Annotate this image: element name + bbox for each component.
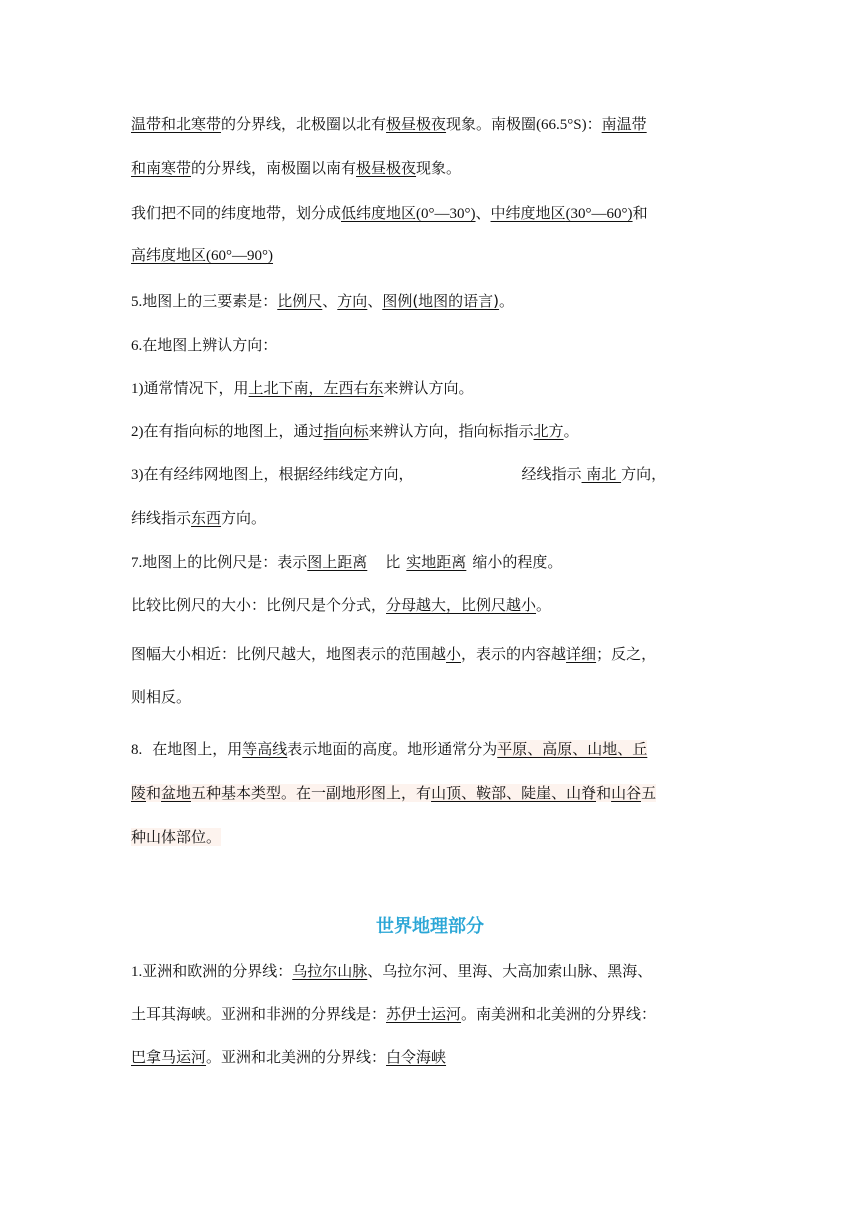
underlined-term: 图上距离 — [307, 553, 368, 571]
text: 五种基本类型。在一副地形图上，有 — [191, 784, 432, 802]
underlined-term: 和南寒带 — [131, 159, 192, 177]
text-line — [131, 594, 741, 616]
text-line — [131, 420, 741, 443]
text-line — [131, 960, 741, 983]
text: 图幅大小相近：比例尺越大，地图表示的范围越 — [131, 645, 447, 663]
section-title: 世界地理部分 — [376, 916, 484, 937]
text: 比较比例尺的大小：比例尺是个分式， — [131, 596, 387, 614]
underlined-term: 温带和北寒带 — [131, 115, 222, 133]
text-line — [131, 202, 741, 225]
underlined-term: 方向 — [337, 292, 368, 310]
text-line — [131, 1046, 741, 1068]
text: (66.5°S)： — [536, 117, 602, 133]
underlined-term: 高纬度地区 — [131, 246, 207, 264]
underlined-term: 小 — [446, 645, 462, 663]
text: 在有经纬网地图上，根据经纬线定方向， — [143, 465, 414, 483]
text: 。亚洲和北美洲的分界线： — [206, 1048, 387, 1066]
underlined-term: 巴拿马运河 — [131, 1048, 207, 1066]
text: 、乌拉尔河、里海、大高加索山脉、黑海、 — [367, 962, 653, 980]
underlined-term: 盆地 — [161, 784, 192, 802]
text-line — [131, 686, 741, 708]
text: 的分界线，南极圈以南有 — [191, 159, 357, 177]
underlined-term: 白令海峡 — [386, 1048, 447, 1066]
item-number: 6. — [131, 338, 143, 354]
text: 亚洲和欧洲的分界线： — [142, 962, 293, 980]
text: 、 — [475, 204, 491, 222]
text-line — [131, 643, 741, 665]
text-line — [131, 507, 741, 529]
underlined-term: 指向标 — [323, 422, 369, 440]
text: 表示地面的高度。地形通常分为 — [287, 740, 498, 758]
underlined-term: 上北下南，左西右东 — [248, 379, 384, 397]
underlined-term: 中纬度地区 — [490, 204, 566, 222]
underlined-term: 详细 — [566, 645, 597, 663]
underlined-term: 图例(地图的语言) — [382, 292, 500, 310]
text: 在地图上，用 — [152, 740, 243, 758]
text-line — [131, 551, 741, 574]
text: 现象。 — [416, 159, 462, 177]
text: 、 — [367, 292, 383, 310]
text-line — [131, 463, 741, 486]
underlined-term: 极昼极夜 — [356, 159, 417, 177]
item-number: 1) — [131, 381, 144, 397]
text-line — [131, 244, 741, 267]
underlined-term: 南北 — [581, 465, 622, 483]
underlined-term: 分母越大，比例尺越小 — [386, 596, 537, 614]
text-line — [131, 738, 741, 761]
text-line — [131, 334, 741, 357]
text: 。南美洲和北美洲的分界线： — [461, 1005, 657, 1023]
underlined-term: 极昼极夜 — [386, 115, 447, 133]
text-line — [131, 113, 741, 136]
item-number: 2) — [131, 424, 144, 440]
text: 则相反。 — [131, 688, 192, 706]
text: 比 — [385, 553, 401, 571]
text: 。 — [536, 596, 552, 614]
text: 纬线指示 — [131, 509, 192, 527]
text: 种山体部位。 — [131, 828, 222, 846]
underlined-term: 东西 — [191, 509, 222, 527]
underlined-term: 乌拉尔山脉 — [292, 962, 368, 980]
underlined-term: 苏伊士运河 — [386, 1005, 462, 1023]
text: 的分界线，北极圈以北有 — [221, 115, 387, 133]
text: 缩小的程度。 — [472, 553, 563, 571]
text: 、 — [322, 292, 338, 310]
text: 。 — [499, 292, 515, 310]
text: 在地图上辨认方向： — [142, 336, 278, 354]
text: 方向。 — [221, 509, 267, 527]
text: ，表示的内容越 — [461, 645, 567, 663]
underlined-term: 南温带 — [601, 115, 647, 133]
text-line — [131, 377, 741, 400]
underlined-term: (30°—60°) — [565, 206, 633, 222]
underlined-term: 比例尺 — [277, 292, 323, 310]
text: 地图上的比例尺是：表示 — [142, 553, 308, 571]
text: 。 — [563, 422, 579, 440]
text: 和 — [632, 204, 648, 222]
item-number: 8. — [131, 742, 143, 758]
text-line — [131, 1003, 741, 1025]
underlined-term: 陵 — [131, 784, 147, 802]
text-line — [131, 157, 741, 179]
text: 和 — [596, 784, 612, 802]
text-line — [131, 826, 741, 848]
text: 经线指示 — [521, 465, 582, 483]
underlined-term: 山顶、鞍部、陡崖、山脊 — [431, 784, 597, 802]
text: 在有指向标的地图上，通过 — [143, 422, 324, 440]
underlined-term: (0°—30°) — [416, 206, 476, 222]
underlined-term: 平原、高原、山地、丘 — [497, 740, 648, 758]
item-number: 5. — [131, 294, 143, 310]
text-line — [131, 782, 741, 804]
text: 通常情况下，用 — [143, 379, 249, 397]
text: 现象。南极圈 — [446, 115, 537, 133]
text-line — [131, 290, 741, 313]
text: 土耳其海峡。亚洲和非洲的分界线是： — [131, 1005, 387, 1023]
underlined-term: 山谷 — [611, 784, 642, 802]
underlined-term: (60°—90°) — [206, 248, 274, 264]
text: 地图上的三要素是： — [142, 292, 278, 310]
item-number: 3) — [131, 467, 144, 483]
text: ；反之， — [596, 645, 657, 663]
item-number: 1. — [131, 964, 143, 980]
text: 我们把不同的纬度地带，划分成 — [131, 204, 342, 222]
underlined-term: 实地距离 — [406, 553, 467, 571]
text: 来辨认方向。 — [383, 379, 474, 397]
underlined-term: 低纬度地区 — [341, 204, 417, 222]
text: 和 — [146, 784, 162, 802]
text: 来辨认方向，指向标指示 — [368, 422, 534, 440]
underlined-term: 北方 — [533, 422, 564, 440]
text: 方向， — [621, 465, 667, 483]
item-number: 7. — [131, 555, 143, 571]
text: 五 — [641, 784, 657, 802]
underlined-term: 等高线 — [242, 740, 288, 758]
